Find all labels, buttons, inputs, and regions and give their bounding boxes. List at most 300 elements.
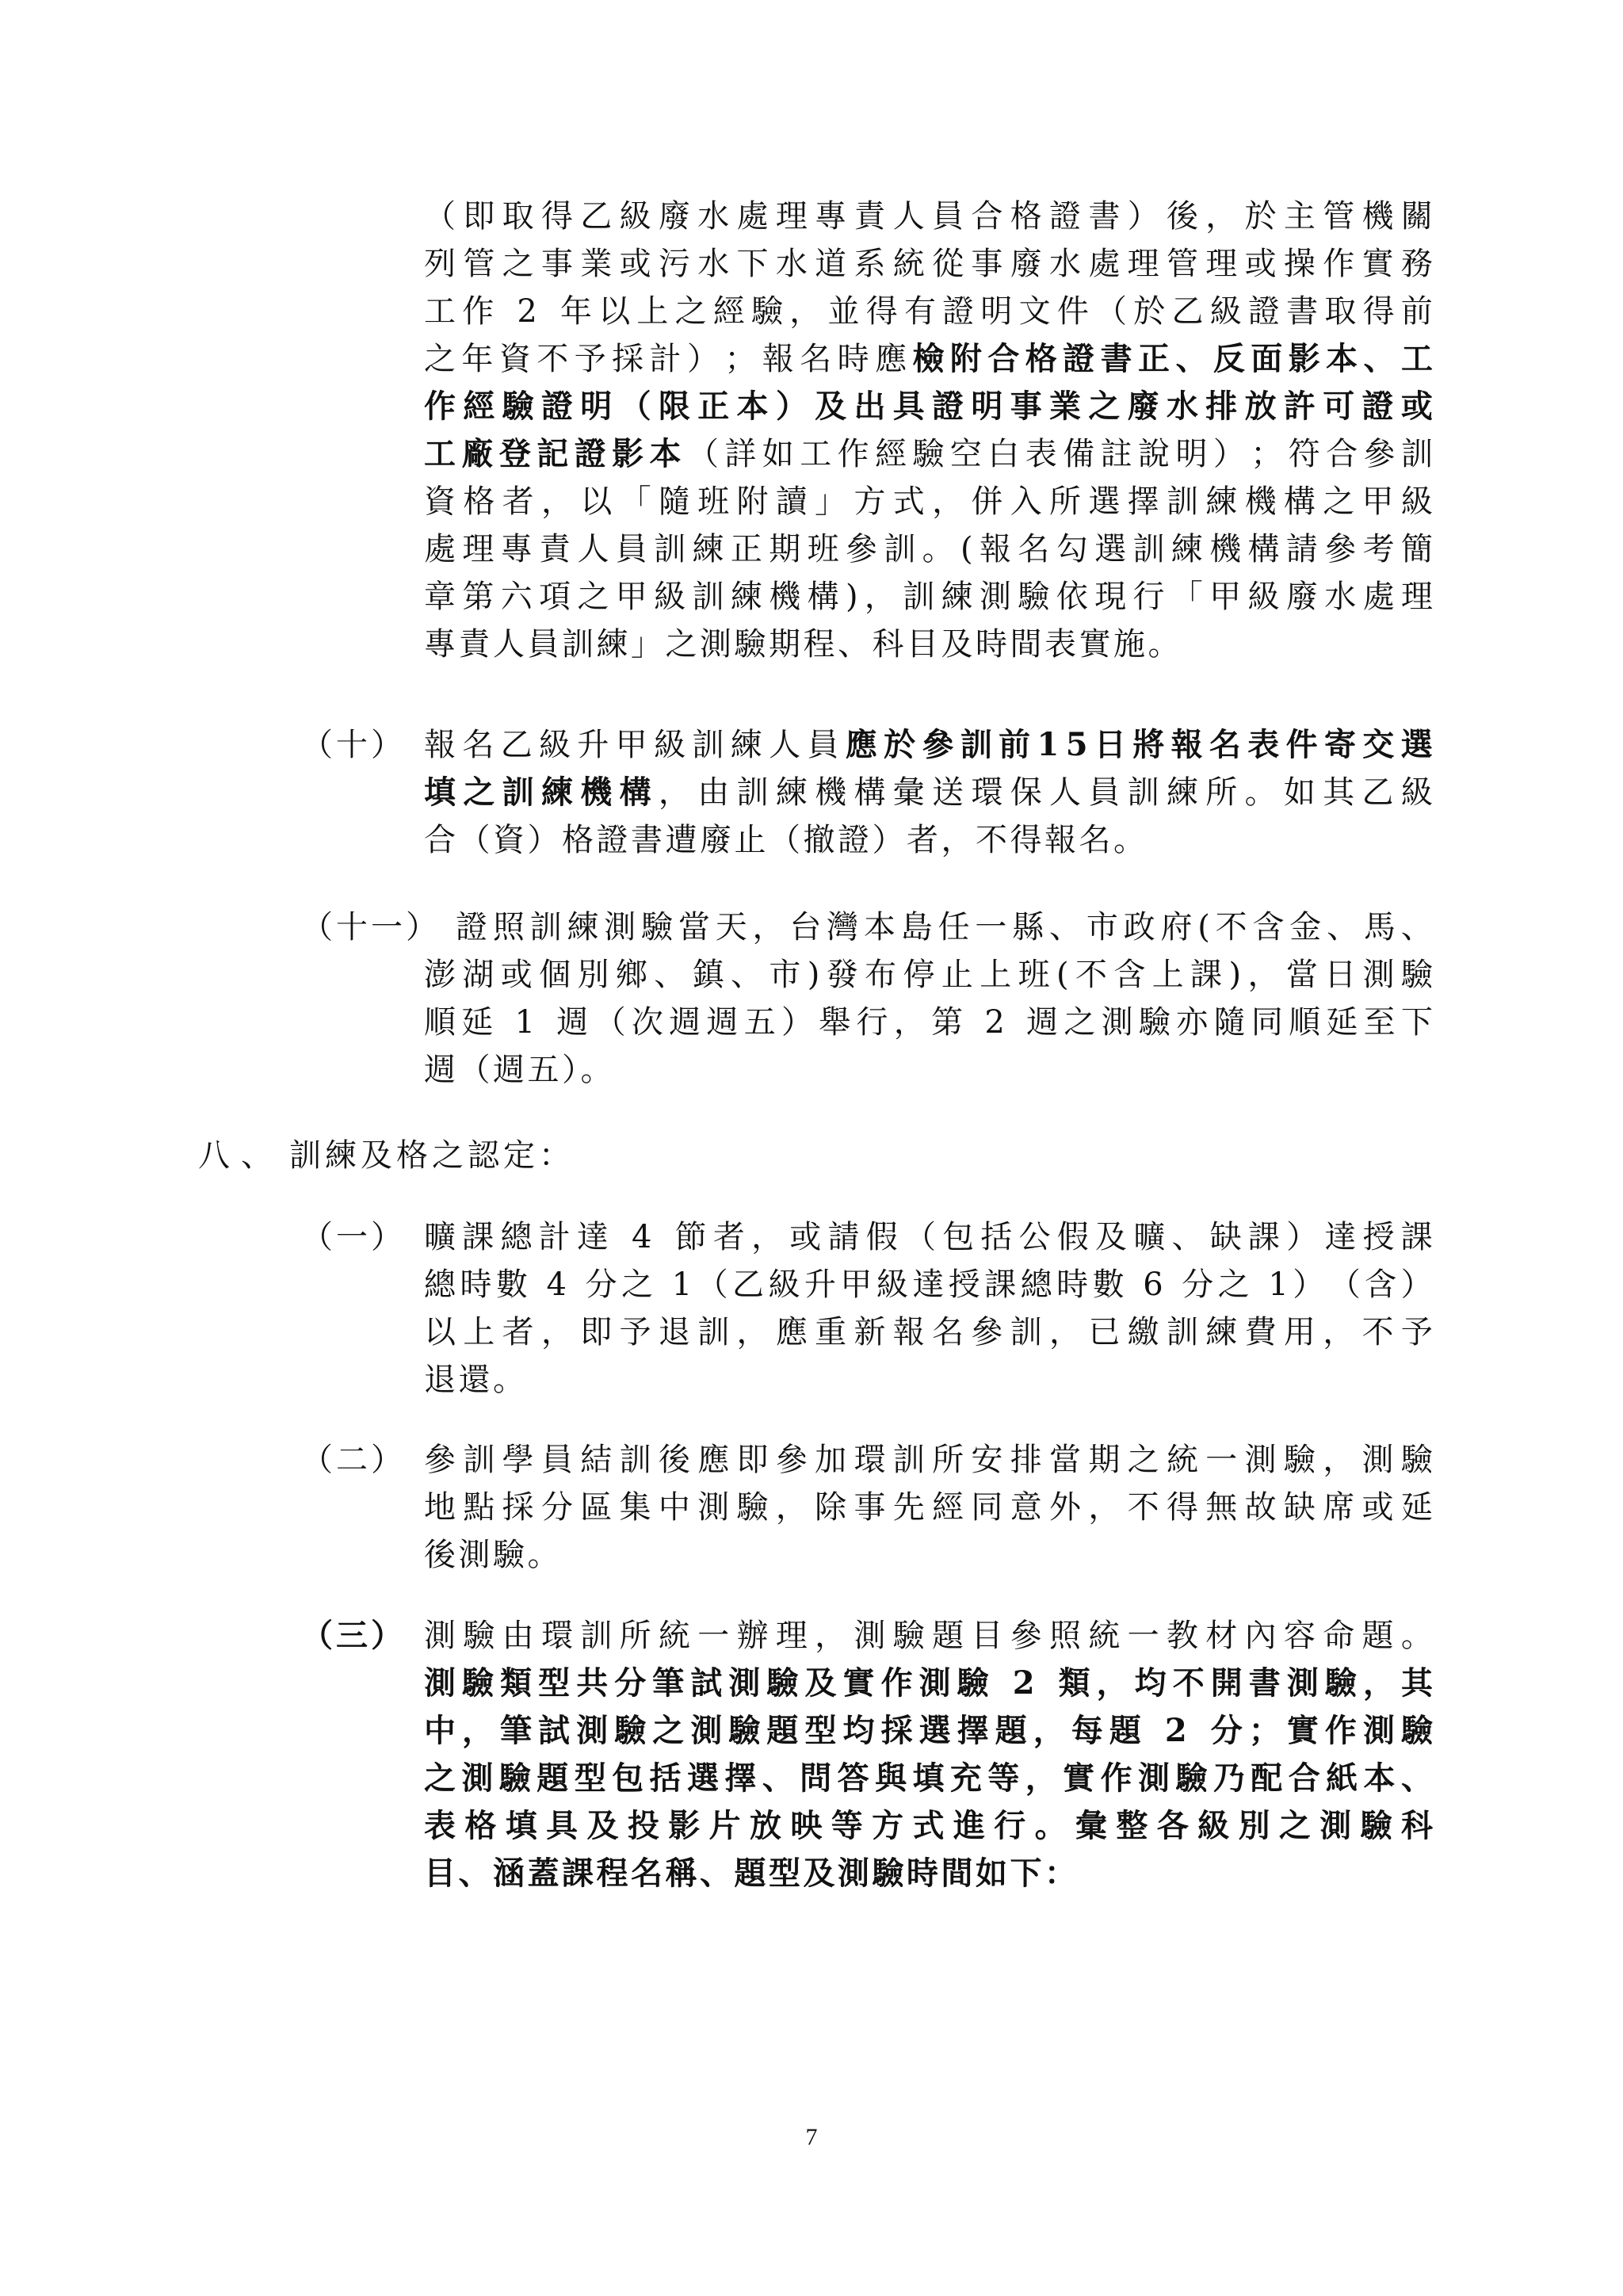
text-char: 至: [1363, 1004, 1396, 1041]
text-char: 個: [539, 957, 571, 993]
text-char: 有: [903, 293, 936, 330]
text-char: 附: [949, 340, 982, 377]
text-char: 地: [424, 1489, 456, 1526]
text-char: 級: [1197, 1807, 1230, 1844]
text-char: ）: [686, 341, 719, 377]
carryover-line: [424, 479, 1433, 525]
text-char: 應: [697, 1442, 730, 1478]
text-char: 及: [586, 1807, 619, 1844]
text-char: 分: [1182, 1266, 1214, 1303]
text-char: 日: [1094, 726, 1126, 763]
text-char: 書: [1100, 340, 1132, 377]
text-char: 鎮: [692, 957, 724, 993]
text-char: 水: [1049, 246, 1081, 282]
text-char: 目: [971, 1618, 1003, 1654]
text-char: 總: [424, 1266, 456, 1303]
text-char: 人: [577, 531, 609, 567]
text-char: [532, 1263, 542, 1308]
text-char: 及: [815, 388, 847, 425]
text-char: 2: [984, 1004, 1005, 1041]
text-char: 重: [815, 1314, 847, 1350]
text-char: 每: [1071, 1712, 1103, 1749]
text-char: 以: [424, 1314, 456, 1350]
text-char: 水: [697, 198, 730, 235]
text-char: ，: [864, 579, 896, 615]
text-char: 科: [1401, 1807, 1433, 1844]
text-char: 前: [1400, 293, 1433, 330]
text-char: 取: [1324, 293, 1357, 330]
text-char: 訓: [1166, 1314, 1198, 1350]
text-char: 級: [768, 1266, 800, 1303]
text-char: 得: [1166, 1489, 1198, 1526]
text-char: 練: [941, 579, 973, 615]
text-char: 註: [1100, 436, 1132, 472]
text-char: 證: [1049, 198, 1081, 235]
carryover-line: [424, 242, 1433, 288]
text-char: 測: [697, 1489, 730, 1526]
text-char: 機: [769, 579, 801, 615]
carryover-line: [424, 432, 1433, 478]
text-char: 以: [580, 483, 613, 520]
text-char: ；: [724, 341, 757, 377]
text-char: 格: [1010, 198, 1042, 235]
text-char: 務: [1400, 246, 1433, 282]
text-char: 選: [918, 1712, 951, 1749]
text-char: 類: [500, 1664, 533, 1702]
text-char: 許: [1283, 388, 1316, 425]
text-char: 辦: [736, 1618, 769, 1654]
text-char: 下: [736, 246, 769, 282]
carryover-line: [424, 289, 1433, 335]
text-char: 之: [1127, 1442, 1159, 1478]
text: 專責人員訓練」之測驗期程、科目及時間表實施。: [424, 626, 1182, 663]
text-char: 、: [762, 1759, 794, 1797]
text-char: 、: [1327, 909, 1359, 946]
text-char: 正: [1138, 340, 1170, 377]
item2-line: [424, 1533, 562, 1579]
item2-line: [424, 1438, 1433, 1484]
text-char: 升: [804, 1266, 836, 1303]
item11-line: [424, 1048, 615, 1094]
text-char: 明: [1175, 436, 1208, 472]
text-char: 不: [1172, 1664, 1205, 1702]
text-char: 任: [938, 909, 970, 946]
text-char: [1148, 1709, 1159, 1755]
text-char: 乙: [580, 198, 613, 235]
text-char: （: [1328, 1266, 1361, 1303]
text-char: 予: [1400, 1314, 1433, 1350]
text-char: 一: [1205, 1442, 1238, 1478]
item1-number: （一）: [301, 1219, 406, 1255]
text-char: 寄: [1323, 726, 1356, 763]
text-char: 機: [815, 774, 847, 811]
text-char: 甲: [1209, 579, 1242, 615]
text-char: 保: [1010, 774, 1042, 811]
text-char: 之: [463, 774, 495, 811]
text-char: 報: [424, 727, 456, 763]
text-char: 中: [424, 1712, 456, 1749]
text-char: 測: [1286, 1664, 1319, 1702]
text-char: 報: [892, 1314, 925, 1350]
text-char: 作: [462, 293, 495, 330]
text-char: ，: [1362, 1664, 1395, 1702]
text-char: 訓: [1166, 483, 1198, 520]
text-char: 型: [538, 1664, 571, 1702]
text-char: ）: [781, 1004, 813, 1041]
text-char: 實: [1361, 246, 1394, 282]
text-char: 、: [731, 957, 762, 993]
text-char: 止: [941, 957, 973, 993]
item10-line: [424, 770, 1433, 816]
text-char: 合: [1326, 436, 1358, 472]
text-char: 府: [1160, 909, 1193, 946]
text-char: 縣: [1012, 909, 1044, 946]
text-char: 參: [845, 531, 877, 567]
text-char: 週: [556, 1004, 589, 1041]
text-char: ）: [1400, 1266, 1433, 1303]
text-char: 假: [865, 1219, 898, 1255]
text-char: 水: [1324, 579, 1357, 615]
text-char: 或: [789, 1219, 822, 1255]
text-char: 作: [1324, 1712, 1357, 1749]
text-char: 除: [815, 1489, 847, 1526]
text-char: 不: [1215, 909, 1247, 946]
text-char: 排: [1010, 1442, 1042, 1478]
text-char: 測: [728, 1664, 761, 1702]
text-char: 本: [649, 435, 682, 472]
text-char: 練: [1170, 531, 1203, 567]
text-char: 構: [1247, 531, 1280, 567]
text-char: 1: [514, 1004, 536, 1041]
text-char: 五: [743, 1004, 776, 1041]
text-char: 上: [980, 957, 1012, 993]
text-char: 分: [1210, 1712, 1243, 1749]
text-char: 下: [1400, 1004, 1433, 1041]
text-char: 證: [574, 435, 606, 472]
text-char: 書: [1248, 1664, 1281, 1702]
text-char: 人: [1049, 774, 1081, 811]
text-char: 其: [1400, 1664, 1433, 1702]
text-char: 理: [1205, 246, 1238, 282]
text-char: 「: [1170, 579, 1203, 615]
text-char: 數: [1092, 1266, 1125, 1303]
text-char: 之: [502, 246, 534, 282]
text-char: 送: [932, 774, 964, 811]
text-char: 關: [1400, 198, 1433, 235]
text-char: 構: [807, 579, 839, 615]
text-char: 整: [1116, 1807, 1148, 1844]
page-number: 7: [805, 2124, 818, 2150]
text-char: 驗: [463, 1618, 495, 1654]
text-char: 驗: [728, 1712, 761, 1749]
carryover-line: [424, 527, 1433, 573]
text-char: 之: [577, 579, 609, 615]
text-char: 員: [932, 198, 964, 235]
item3-line: [424, 1756, 1433, 1802]
text-char: 或: [619, 246, 651, 282]
text-char: 證: [932, 388, 964, 425]
text-char: ，: [775, 1489, 808, 1526]
item3-line: [424, 1804, 1433, 1850]
text-char: [995, 1661, 1006, 1707]
text-char: 得: [865, 293, 898, 330]
text-char: 填: [912, 1759, 945, 1797]
text-char: 類: [1058, 1664, 1090, 1702]
text-char: 上: [636, 293, 669, 330]
text-char: 練: [730, 579, 762, 615]
text-char: 「: [619, 483, 651, 520]
text-char: 故: [1244, 1489, 1277, 1526]
text-char: 練: [775, 774, 808, 811]
text-char: 計: [538, 1219, 571, 1255]
text-char: 參: [775, 1442, 808, 1478]
text-char: 已: [1088, 1314, 1121, 1350]
text-char: [1193, 1709, 1205, 1755]
text-char: 資: [498, 341, 531, 377]
text-char: 等: [987, 1759, 1020, 1797]
text-char: 練: [730, 727, 762, 763]
text-char: 隨: [658, 483, 690, 520]
text-char: ，: [462, 1712, 495, 1749]
text-char: 件: [1285, 726, 1318, 763]
text-char: 測: [1361, 1442, 1394, 1478]
text-char: 經: [712, 293, 745, 330]
text-char: 題: [932, 1618, 964, 1654]
text-char: 題: [766, 1712, 799, 1749]
text-char: 均: [842, 1712, 875, 1749]
text-char: 反: [1212, 340, 1245, 377]
text-char: 廠: [461, 435, 494, 472]
text-char: 登: [498, 435, 531, 472]
text-char: 升: [577, 727, 609, 763]
text-char: 報: [980, 531, 1011, 567]
text-char: 訓: [619, 1442, 651, 1478]
text-char: 彙: [892, 774, 925, 811]
text-char: 後: [1166, 198, 1198, 235]
text-char: 測: [1362, 1712, 1395, 1749]
text-char: 驗: [736, 1489, 769, 1526]
item11-line: [424, 1000, 1433, 1046]
text-char: 含: [1365, 1266, 1397, 1303]
text-char: 予: [574, 341, 606, 377]
text-char: 缺: [1283, 1489, 1316, 1526]
text-char: 總: [1020, 1266, 1052, 1303]
text-char: [571, 1263, 581, 1308]
text-char: [1041, 1661, 1052, 1707]
text-char: ；: [1248, 1712, 1281, 1749]
text-char: 即: [463, 198, 495, 235]
text-char: 者: [712, 1219, 745, 1255]
text: 週（週五）。: [424, 1052, 615, 1088]
text-char: 型: [574, 1759, 606, 1797]
text-char: 面: [1251, 340, 1283, 377]
text-char: ，: [1088, 1489, 1121, 1526]
text-char: 測: [461, 1759, 494, 1797]
text-char: 檢: [912, 340, 945, 377]
text-char: 本: [1326, 340, 1358, 377]
text-char: 後: [658, 1442, 690, 1478]
text-char: 、: [1049, 909, 1081, 946]
text-char: 測: [980, 579, 1011, 615]
text-char: 本: [1363, 1759, 1396, 1797]
text-char: 取: [502, 198, 534, 235]
text-char: 選: [686, 1759, 719, 1797]
text-char: 彙: [1075, 1807, 1107, 1844]
item11-line: [456, 905, 1433, 951]
text-char: 測: [576, 1712, 609, 1749]
text-char: 統: [1088, 1618, 1121, 1654]
text-char: 級: [876, 1266, 908, 1303]
text-char: 訓: [697, 1314, 730, 1350]
text-char: 練: [1205, 483, 1238, 520]
text-char: 順: [424, 1004, 456, 1041]
text-char: 責: [854, 198, 886, 235]
text-char: 之: [424, 341, 456, 377]
text-char: 作: [1323, 246, 1355, 282]
text-char: 合: [1288, 1759, 1320, 1797]
text-char: 2: [1012, 1664, 1035, 1702]
text-char: 文: [1018, 293, 1051, 330]
text-char: 統: [892, 246, 925, 282]
text-char: 用: [1283, 1314, 1316, 1350]
text-char: 映: [790, 1807, 823, 1844]
text-char: (: [960, 531, 973, 567]
text-char: 於: [1133, 293, 1166, 330]
text-char: 達: [576, 1219, 609, 1255]
text-char: 驗: [502, 388, 534, 425]
text-char: 時: [837, 341, 869, 377]
text-char: 之: [1088, 388, 1121, 425]
text-char: 驗: [462, 1664, 495, 1702]
text-char: 驗: [1283, 1442, 1316, 1478]
text-char: 」: [815, 483, 847, 520]
section-title: 訓練及格之認定：: [289, 1137, 575, 1174]
text-char: 級: [539, 727, 571, 763]
text-char: 勾: [1056, 531, 1088, 567]
text-char: 驗: [1138, 1004, 1170, 1041]
text-char: 乙: [732, 1266, 765, 1303]
text-char: 乙: [1361, 774, 1394, 811]
text-char: 包: [612, 1759, 644, 1797]
text-char: 證: [540, 388, 573, 425]
item3-line: [424, 1614, 1433, 1660]
text-char: 廢: [658, 198, 690, 235]
text-char: 無: [1205, 1489, 1238, 1526]
text-char: 節: [674, 1219, 707, 1255]
text-char: 等: [831, 1807, 863, 1844]
item3-number: （三）: [301, 1617, 406, 1654]
text-char: 試: [690, 1664, 723, 1702]
text-char: 練: [567, 909, 599, 946]
text-char: 測: [604, 909, 636, 946]
text-char: 馬: [1363, 909, 1396, 946]
text-char: 授: [948, 1266, 980, 1303]
text-char: 實: [842, 1664, 875, 1702]
text-char: 員: [807, 727, 839, 763]
text-char: [659, 1215, 669, 1261]
text-char: 湖: [462, 957, 495, 993]
text-char: 表: [1025, 436, 1057, 472]
text-char: 練: [540, 774, 573, 811]
text-char: 環: [971, 774, 1003, 811]
text-char: 亦: [1176, 1004, 1209, 1041]
carryover-line: [424, 384, 1433, 430]
text-char: 舉: [819, 1004, 851, 1041]
text-char: 由: [502, 1618, 534, 1654]
text-char: 詳: [724, 436, 757, 472]
text-char: 證: [1247, 293, 1280, 330]
text-char: 統: [1166, 1442, 1198, 1478]
text-char: ): [807, 957, 820, 993]
text-char: 理: [1127, 246, 1159, 282]
text-char: 延: [1400, 1489, 1433, 1526]
text-char: ）: [1293, 1266, 1325, 1303]
text-char: 水: [1166, 388, 1198, 425]
text-char: 驗: [912, 436, 945, 472]
text-char: 環: [854, 1442, 886, 1478]
item1-line: [424, 1310, 1433, 1356]
text-char: 附: [736, 483, 769, 520]
text-char: 驗: [957, 1664, 989, 1702]
text-char: 照: [1049, 1618, 1081, 1654]
text-char: 理: [775, 1618, 808, 1654]
text-char: 交: [1362, 726, 1395, 763]
text-char: 不: [1075, 957, 1107, 993]
text-char: 由: [697, 774, 730, 811]
text-char: (: [1056, 957, 1069, 993]
text-char: 即: [736, 1442, 769, 1478]
text-char: 或: [1244, 246, 1277, 282]
text-char: ）: [1212, 436, 1245, 472]
text-char: 題: [537, 1759, 569, 1797]
text-char: 水: [697, 246, 730, 282]
text: 退還。: [424, 1362, 528, 1398]
text-char: 排: [1205, 388, 1238, 425]
text-char: 之: [621, 1266, 654, 1303]
text-char: 週: [669, 1004, 701, 1041]
text-char: [500, 289, 510, 335]
text-char: 構: [1283, 483, 1316, 520]
text-char: 級: [1400, 483, 1433, 520]
text-char: 參: [424, 1442, 456, 1478]
text-char: 機: [580, 774, 613, 811]
text-char: 式: [912, 1807, 945, 1844]
text-char: 訓: [502, 774, 534, 811]
text-char: 表: [1247, 726, 1280, 763]
text-char: 曠: [1133, 1219, 1166, 1255]
text-char: 題: [1361, 1618, 1394, 1654]
text-char: 或: [1361, 1489, 1394, 1526]
text-char: 測: [1244, 1442, 1277, 1478]
text-char: [1010, 1000, 1021, 1046]
text-char: 格: [464, 1807, 497, 1844]
text-char: 章: [424, 579, 456, 615]
text-char: 驗: [766, 1664, 799, 1702]
text-char: 驗: [1400, 1442, 1433, 1478]
text-char: 或: [1400, 388, 1433, 425]
text-char: 分: [585, 1266, 617, 1303]
text-char: 於: [1244, 198, 1277, 235]
text-char: 、: [1400, 1759, 1433, 1797]
text-char: 經: [932, 1489, 964, 1526]
text-char: 包: [942, 1219, 975, 1255]
text-char: 可: [1323, 388, 1355, 425]
text-char: 之: [674, 293, 707, 330]
text-char: ，: [540, 483, 573, 520]
text-char: 驗: [614, 1712, 647, 1749]
text-char: 級: [654, 727, 686, 763]
text-char: 測: [918, 1664, 951, 1702]
